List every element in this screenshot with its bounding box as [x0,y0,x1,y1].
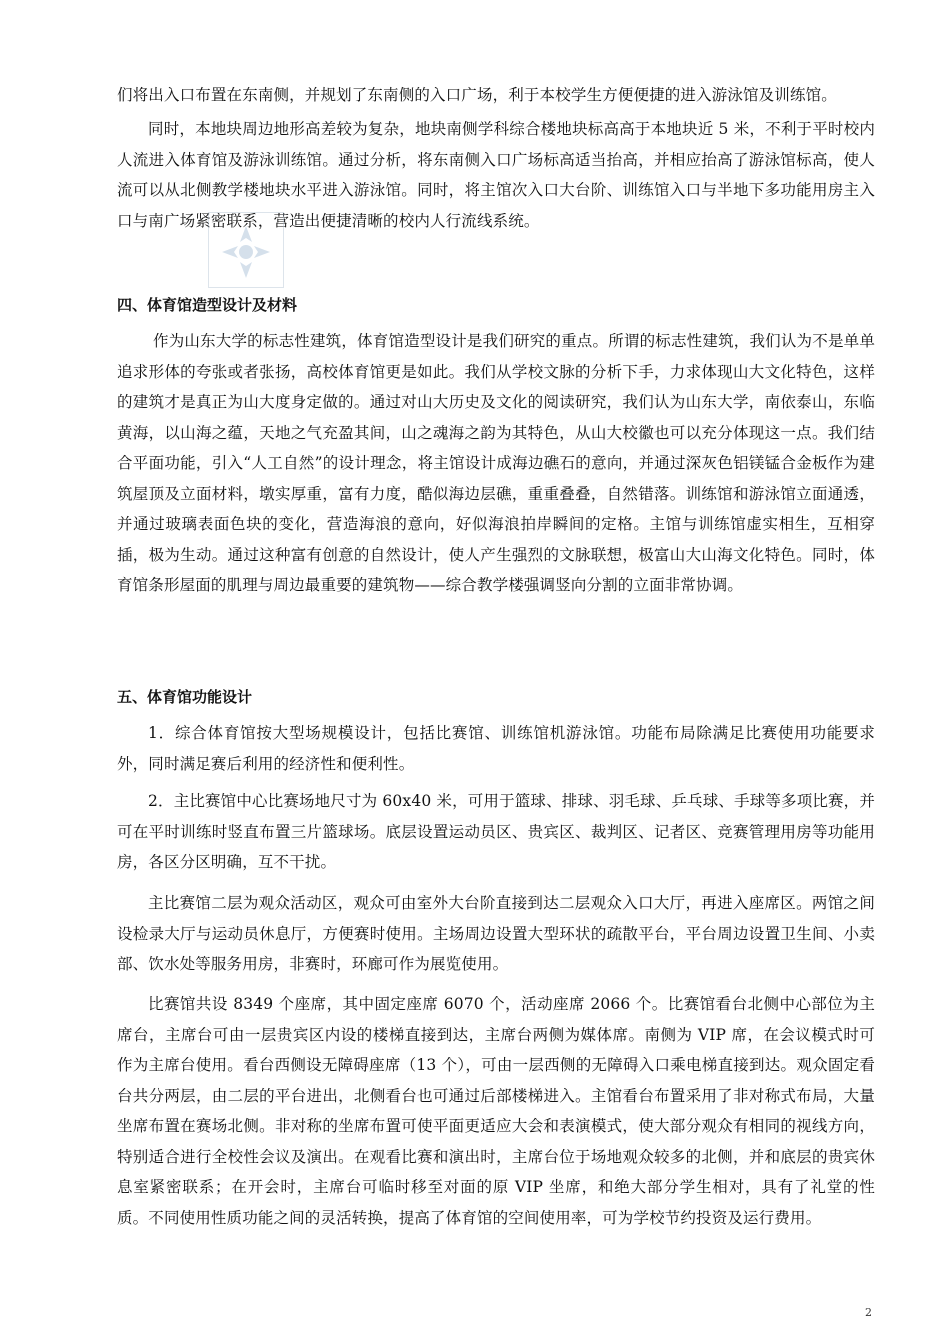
paragraph-function-2: 2．主比赛馆中心比赛场地尺寸为 60x40 米，可用于篮球、排球、羽毛球、乒乓球、手球等多项比赛，并可在平时训练时竖直布置三片篮球场。底层设置运动员区、贵宾区、裁判区、记者区、竞赛管理用房等功能用房，各区分区明确，互不干扰。 [117,792,875,871]
paragraph-spectator-area: 主比赛馆二层为观众活动区，观众可由室外大台阶直接到达二层观众入口大厅，再进入座席区。两馆之间设检录大厅与运动员休息厅，方便赛时使用。主场周边设置大型环状的疏散平台，平台周边设置卫生间、小卖部、饮水处等服务用房，非赛时，环廊可作为展览使用。 [117,894,875,973]
paragraph-function-1: 1．综合体育馆按大型场规模设计，包括比赛馆、训练馆机游泳馆。功能布局除满足比赛使用功能要求外，同时满足赛后利用的经济性和便利性。 [117,724,875,773]
paragraph-seating: 比赛馆共设 8349 个座席，其中固定座席 6070 个，活动座席 2066 个。比赛馆看台北侧中心部位为主席台，主席台可由一层贵宾区内设的楼梯直接到达，主席台两侧为媒体席。南侧为 VIP 席，在会议模式时可作为主席台使用。看台西侧设无障碍座席（13 个），可由一层西侧的无障碍入口乘电梯直接到达。观众固定看台共分两层，由二层的平台进出，北侧看台也可通过后部楼梯进入。主馆看台布置采用了非对称式布局，大量坐席布置在赛场北侧。非对称的坐席布置可使平面更适应大会和表演模式，使大部分观众有相同的视线方向，特别适合进行全校性会议及演出。在观看比赛和演出时，主席台位于场地观众较多的北侧，并和底层的贵宾休息室紧密联系；在开会时，主席台可临时移至对面的原 VIP 坐席，和绝大部分学生相对，具有了礼堂的性质。不同使用性质功能之间的灵活转换，提高了体育馆的空间使用率，可为学校节约投资及运行费用。 [117,995,875,1227]
page-number: 2 [865,1306,872,1319]
section-heading-5: 五、体育馆功能设计 [117,688,253,706]
paragraph-entrance-layout: 们将出入口布置在东南侧，并规划了东南侧的入口广场，利于本校学生方便便捷的进入游泳馆及训练馆。 [117,86,837,104]
paragraph-terrain: 同时，本地块周边地形高差较为复杂，地块南侧学科综合楼地块标高高于本地块近 5 米，不利于平时校内人流进入体育馆及游泳训练馆。通过分析，将东南侧入口广场标高适当抬高，并相应抬高了游泳馆标高，使人流可以从北侧教学楼地块水平进入游泳馆。同时，将主馆次入口大台阶、训练馆入口与半地下多功能用房主入口与南广场紧密联系，营造出便捷清晰的校内人行流线系统。 [117,120,875,230]
section-heading-4: 四、体育馆造型设计及材料 [117,296,298,314]
school-emblem-watermark-icon [208,212,284,288]
paragraph-form-design: 作为山东大学的标志性建筑，体育馆造型设计是我们研究的重点。所谓的标志性建筑，我们认为不是单单追求形体的夸张或者张扬，高校体育馆更是如此。我们从学校文脉的分析下手，力求体现山大文化特色，这样的建筑才是真正为山大度身定做的。通过对山大历史及文化的阅读研究，我们认为山东大学，南依泰山，东临黄海，以山海之蕴，天地之气充盈其间，山之魂海之韵为其特色，从山大校徽也可以充分体现这一点。我们结合平面功能，引入“人工自然”的设计理念，将主馆设计成海边礁石的意向，并通过深灰色铝镁锰合金板作为建筑屋顶及立面材料，墩实厚重，富有力度，酷似海边层礁，重重叠叠，自然错落。训练馆和游泳馆立面通透，并通过玻璃表面色块的变化，营造海浪的意向，好似海浪拍岸瞬间的定格。主馆与训练馆虚实相生，互相穿插，极为生动。通过这种富有创意的自然设计，使人产生强烈的文脉联想，极富山大山海文化特色。同时，体育馆条形屋面的肌理与周边最重要的建筑物——综合教学楼强调竖向分割的立面非常协调。 [117,332,875,594]
